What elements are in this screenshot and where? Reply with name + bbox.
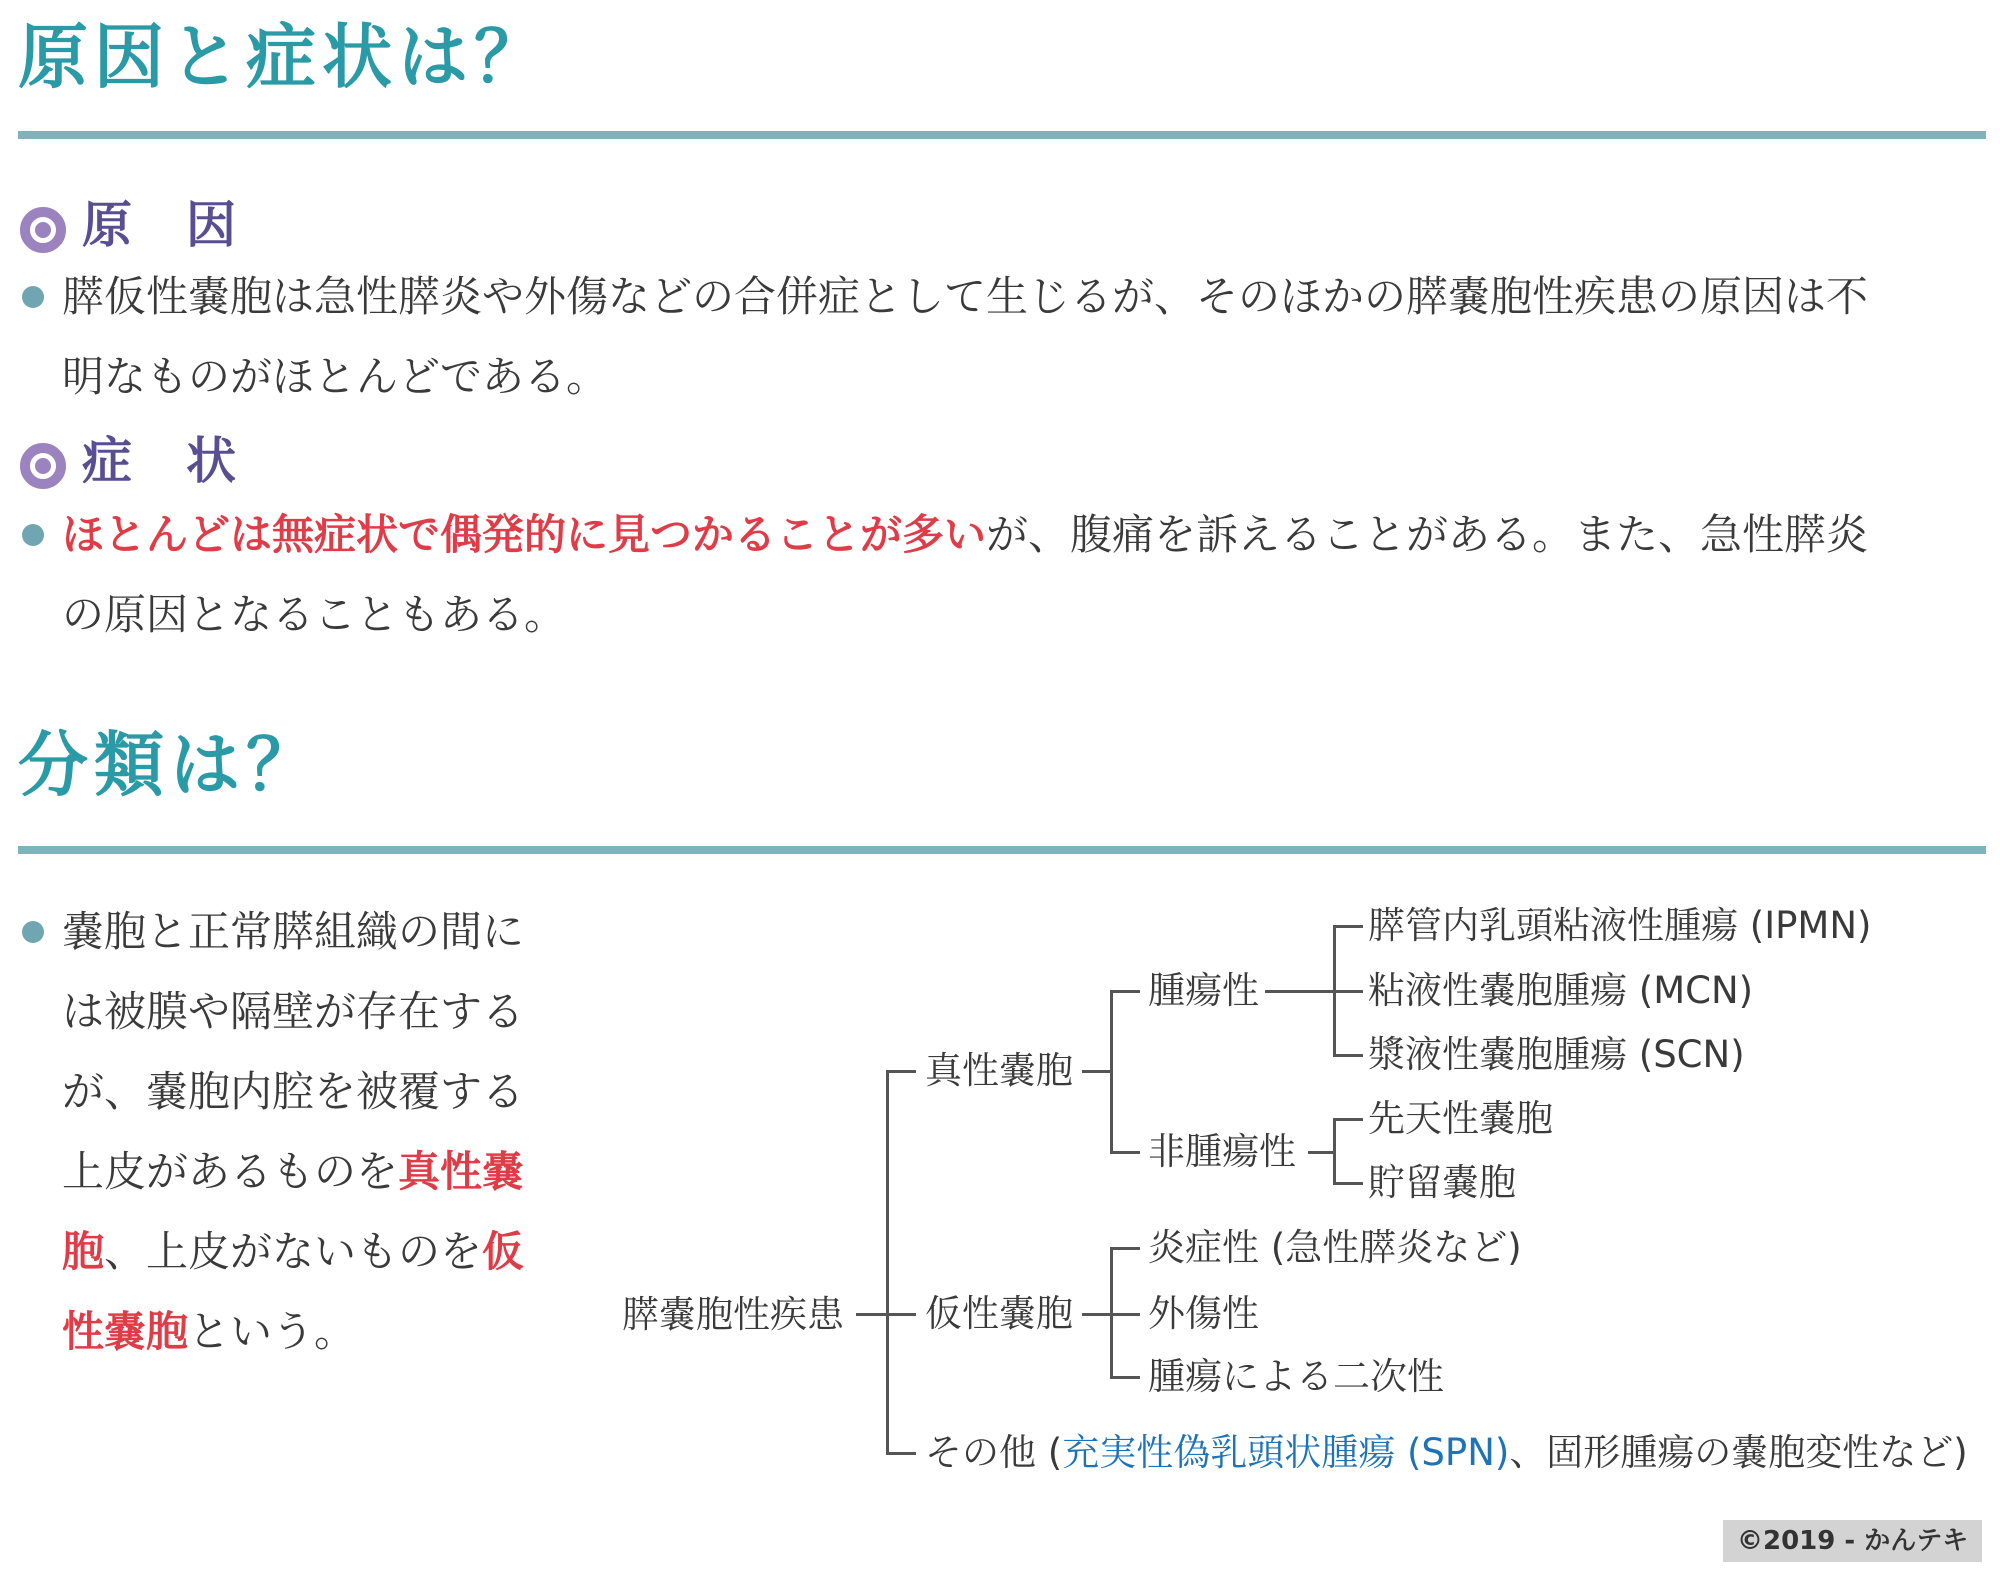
connector — [886, 1313, 916, 1316]
tree-retention-cyst: 貯留嚢胞 — [1368, 1161, 1516, 1204]
connector — [1333, 1118, 1336, 1184]
section-divider — [18, 846, 1986, 854]
tree-neoplastic: 腫瘍性 — [1148, 969, 1259, 1012]
connector — [1333, 925, 1363, 928]
connector — [1110, 1151, 1140, 1154]
connector — [886, 1070, 889, 1454]
classification-text-line — [62, 1147, 525, 1196]
tree-non-neoplastic: 非腫瘍性 — [1148, 1130, 1296, 1173]
bullet-icon — [22, 524, 44, 546]
tree-other — [925, 1431, 1968, 1474]
connector — [1110, 1313, 1140, 1316]
classification-text-line — [62, 1307, 357, 1356]
tree-scn: 漿液性嚢胞腫瘍 (SCN) — [1368, 1033, 1745, 1076]
tree-mcn: 粘液性嚢胞腫瘍 (MCN) — [1368, 969, 1754, 1012]
body-text: が、嚢胞内腔を被覆する — [62, 1067, 525, 1116]
connector — [1333, 1182, 1363, 1185]
bullseye-icon — [20, 443, 66, 489]
symptom-emphasis: ほとんどは無症状で偶発的に見つかることが多い — [62, 510, 987, 559]
tree-pseudo-cyst: 仮性嚢胞 — [925, 1292, 1073, 1335]
emphasis-text: 性嚢胞 — [62, 1307, 189, 1356]
bullet-icon — [22, 921, 44, 943]
tree-tumor-secondary: 腫瘍による二次性 — [1148, 1355, 1444, 1398]
classification-text-line — [62, 907, 525, 956]
section-title-cause-symptom: 原因と症状は？ — [18, 16, 550, 98]
connector — [1110, 990, 1140, 993]
connector — [1110, 1247, 1140, 1250]
symptom-heading: 症 状 — [82, 432, 238, 490]
symptom-text-rest: が、腹痛を訴えることがある。また、急性膵炎 — [986, 510, 1869, 559]
connector — [1333, 990, 1363, 993]
classification-text-line — [62, 1227, 525, 1276]
connector — [1333, 1118, 1363, 1121]
connector — [1082, 1313, 1112, 1316]
bullet-icon — [22, 286, 44, 308]
connector — [856, 1313, 888, 1316]
emphasis-text: 胞 — [62, 1227, 105, 1276]
body-text: 上皮があるものを — [62, 1147, 399, 1196]
body-text: 、上皮がないものを — [104, 1227, 483, 1276]
bullseye-icon — [20, 207, 66, 253]
connector — [1308, 1151, 1333, 1154]
tree-congenital-cyst: 先天性嚢胞 — [1368, 1097, 1553, 1140]
body-text: 嚢胞と正常膵組織の間に — [62, 907, 525, 956]
classification-text-line — [62, 1067, 525, 1116]
emphasis-text: 真性嚢 — [398, 1147, 525, 1196]
tree-traumatic: 外傷性 — [1148, 1292, 1259, 1335]
symptom-text-line1 — [62, 510, 1869, 559]
tree-ipmn: 膵管内乳頭粘液性腫瘍 (IPMN) — [1368, 904, 1872, 947]
connector — [1082, 1070, 1112, 1073]
cause-text-line2: 明なものがほとんどである。 — [62, 352, 609, 401]
tree-spn: 充実性偽乳頭状腫瘍 (SPN) — [1062, 1431, 1510, 1474]
connector — [886, 1452, 916, 1455]
section-title-classification: 分類は？ — [18, 724, 322, 806]
symptom-text-line2: の原因となることもある。 — [62, 590, 567, 639]
connector — [886, 1070, 916, 1073]
tree-other-suffix: 、固形腫瘍の嚢胞変性など) — [1509, 1431, 1968, 1474]
cause-heading: 原 因 — [82, 196, 238, 254]
tree-other-prefix: その他 ( — [925, 1431, 1063, 1474]
body-text: という。 — [188, 1307, 357, 1356]
copyright-badge: ©2019 - かんテキ — [1723, 1520, 1982, 1562]
tree-true-cyst: 真性嚢胞 — [925, 1049, 1073, 1092]
body-text: は被膜や隔壁が存在する — [62, 987, 525, 1036]
connector — [1333, 1054, 1363, 1057]
emphasis-text: 仮 — [482, 1227, 525, 1276]
tree-root: 膵嚢胞性疾患 — [622, 1293, 844, 1336]
connector — [1110, 1376, 1140, 1379]
connector — [1110, 990, 1113, 1153]
section-divider — [18, 131, 1986, 139]
connector — [1265, 990, 1333, 993]
classification-text-line — [62, 987, 525, 1036]
tree-inflammatory: 炎症性 (急性膵炎など) — [1148, 1226, 1522, 1269]
cause-text-line1: 膵仮性嚢胞は急性膵炎や外傷などの合併症として生じるが、そのほかの膵嚢胞性疾患の原因は不 — [62, 272, 1869, 321]
